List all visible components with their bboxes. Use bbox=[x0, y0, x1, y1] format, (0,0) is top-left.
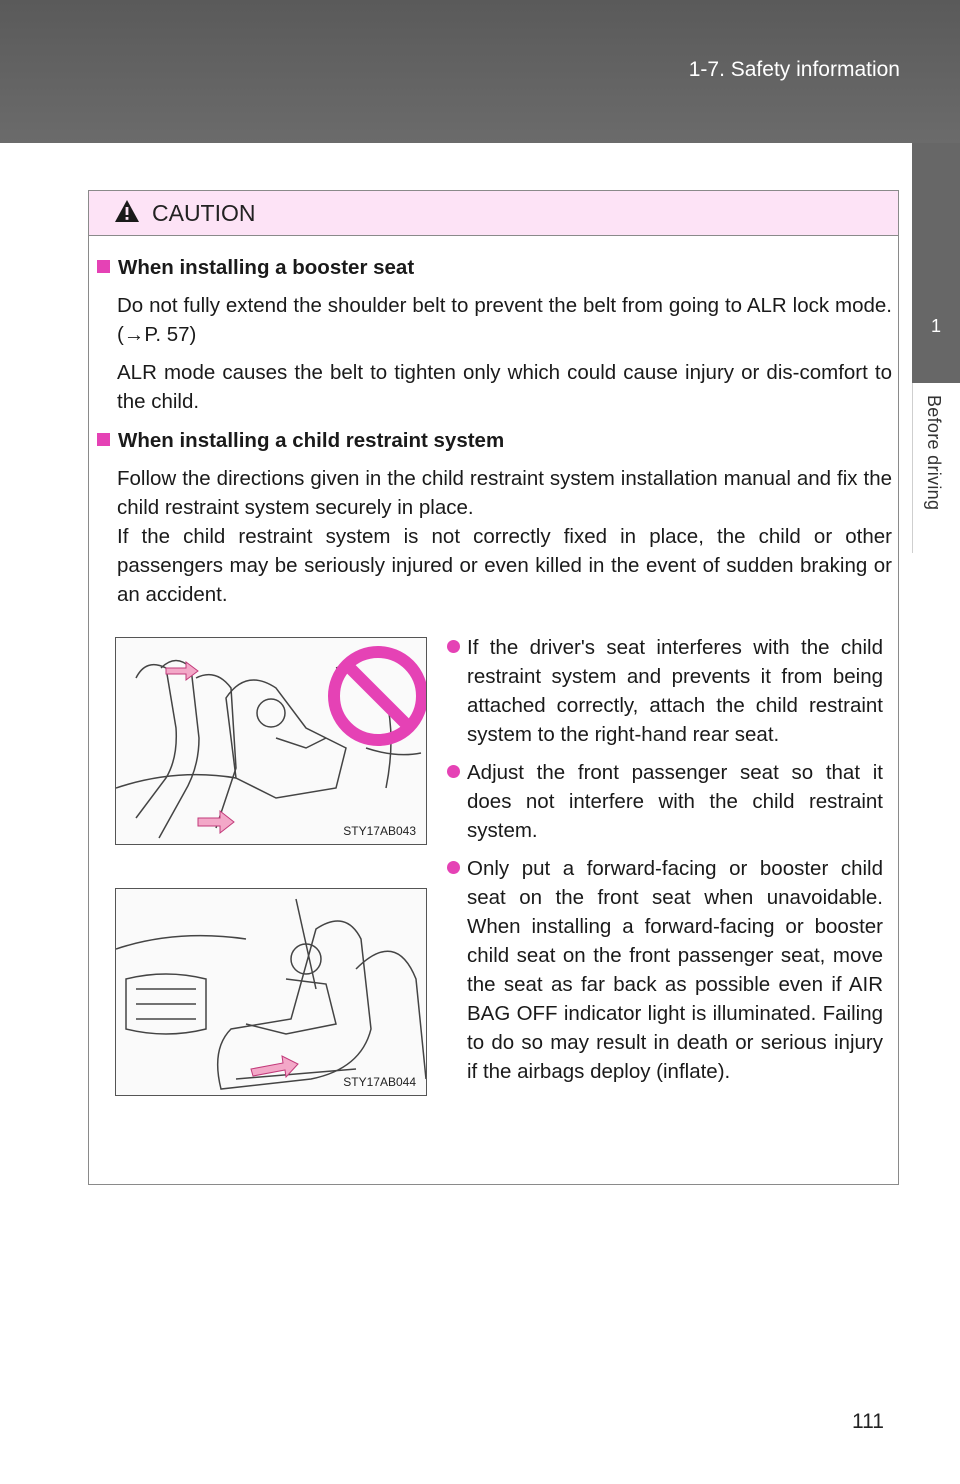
caution-title: CAUTION bbox=[152, 200, 256, 226]
warning-triangle-icon bbox=[114, 199, 140, 223]
figure-front-passenger-seat bbox=[115, 888, 427, 1096]
figure-code: STY17AB044 bbox=[343, 1075, 416, 1089]
header-band bbox=[0, 0, 960, 143]
paragraph: Do not fully extend the shoulder belt to prevent the belt from going to ALR lock mode. (→P. 57) bbox=[117, 294, 892, 346]
chapter-number: 1 bbox=[930, 316, 941, 336]
chapter-label-tab bbox=[912, 383, 960, 553]
list-item: Only put a forward-facing or booster child seat on the front seat when unavoidable. When installing a forward-facing or booster child seat on the front passenger seat, move the seat as far back as possible even if AIR BAG OFF indicator light is illuminated. Failing to do so may result in death or serious injury if the airbags deploy (inflate). bbox=[447, 854, 883, 1086]
page-number: 111 bbox=[852, 1410, 884, 1433]
list-item: Adjust the front passenger seat so that it does not interfere with the child restraint system. bbox=[447, 758, 883, 845]
bullet-list bbox=[447, 633, 883, 1086]
section-title: 1-7. Safety information bbox=[688, 58, 900, 81]
forward-facing-seat-illustration bbox=[116, 889, 426, 1095]
square-bullet-icon bbox=[97, 260, 110, 273]
section-child-restraint bbox=[97, 426, 892, 609]
section-heading: When installing a booster seat bbox=[97, 253, 892, 282]
paragraph: Follow the directions given in the child restraint system installation manual and fix the child restraint system securely in place. bbox=[117, 467, 892, 519]
figure-rear-seat-interference bbox=[115, 637, 427, 845]
figure-code: STY17AB043 bbox=[343, 824, 416, 838]
round-bullet-icon bbox=[447, 765, 460, 778]
paragraph: ALR mode causes the belt to tighten only which could cause injury or dis-comfort to the child. bbox=[117, 361, 892, 413]
paragraph: If the child restraint system is not correctly fixed in place, the child or other passengers may be seriously injured or even killed in the event of sudden braking or an accident. bbox=[117, 525, 892, 606]
round-bullet-icon bbox=[447, 640, 460, 653]
caution-header bbox=[89, 191, 898, 236]
section-booster-seat bbox=[97, 253, 892, 416]
list-item: If the driver's seat interferes with the child restraint system and prevents it from being attached correctly, attach the child restraint system to the right-hand rear seat. bbox=[447, 633, 883, 749]
child-seat-illustration bbox=[116, 638, 426, 844]
chapter-tab bbox=[912, 143, 960, 383]
caution-box bbox=[88, 190, 899, 1185]
square-bullet-icon bbox=[97, 433, 110, 446]
section-heading: When installing a child restraint system bbox=[97, 426, 892, 455]
round-bullet-icon bbox=[447, 861, 460, 874]
chapter-label: Before driving bbox=[924, 395, 944, 511]
